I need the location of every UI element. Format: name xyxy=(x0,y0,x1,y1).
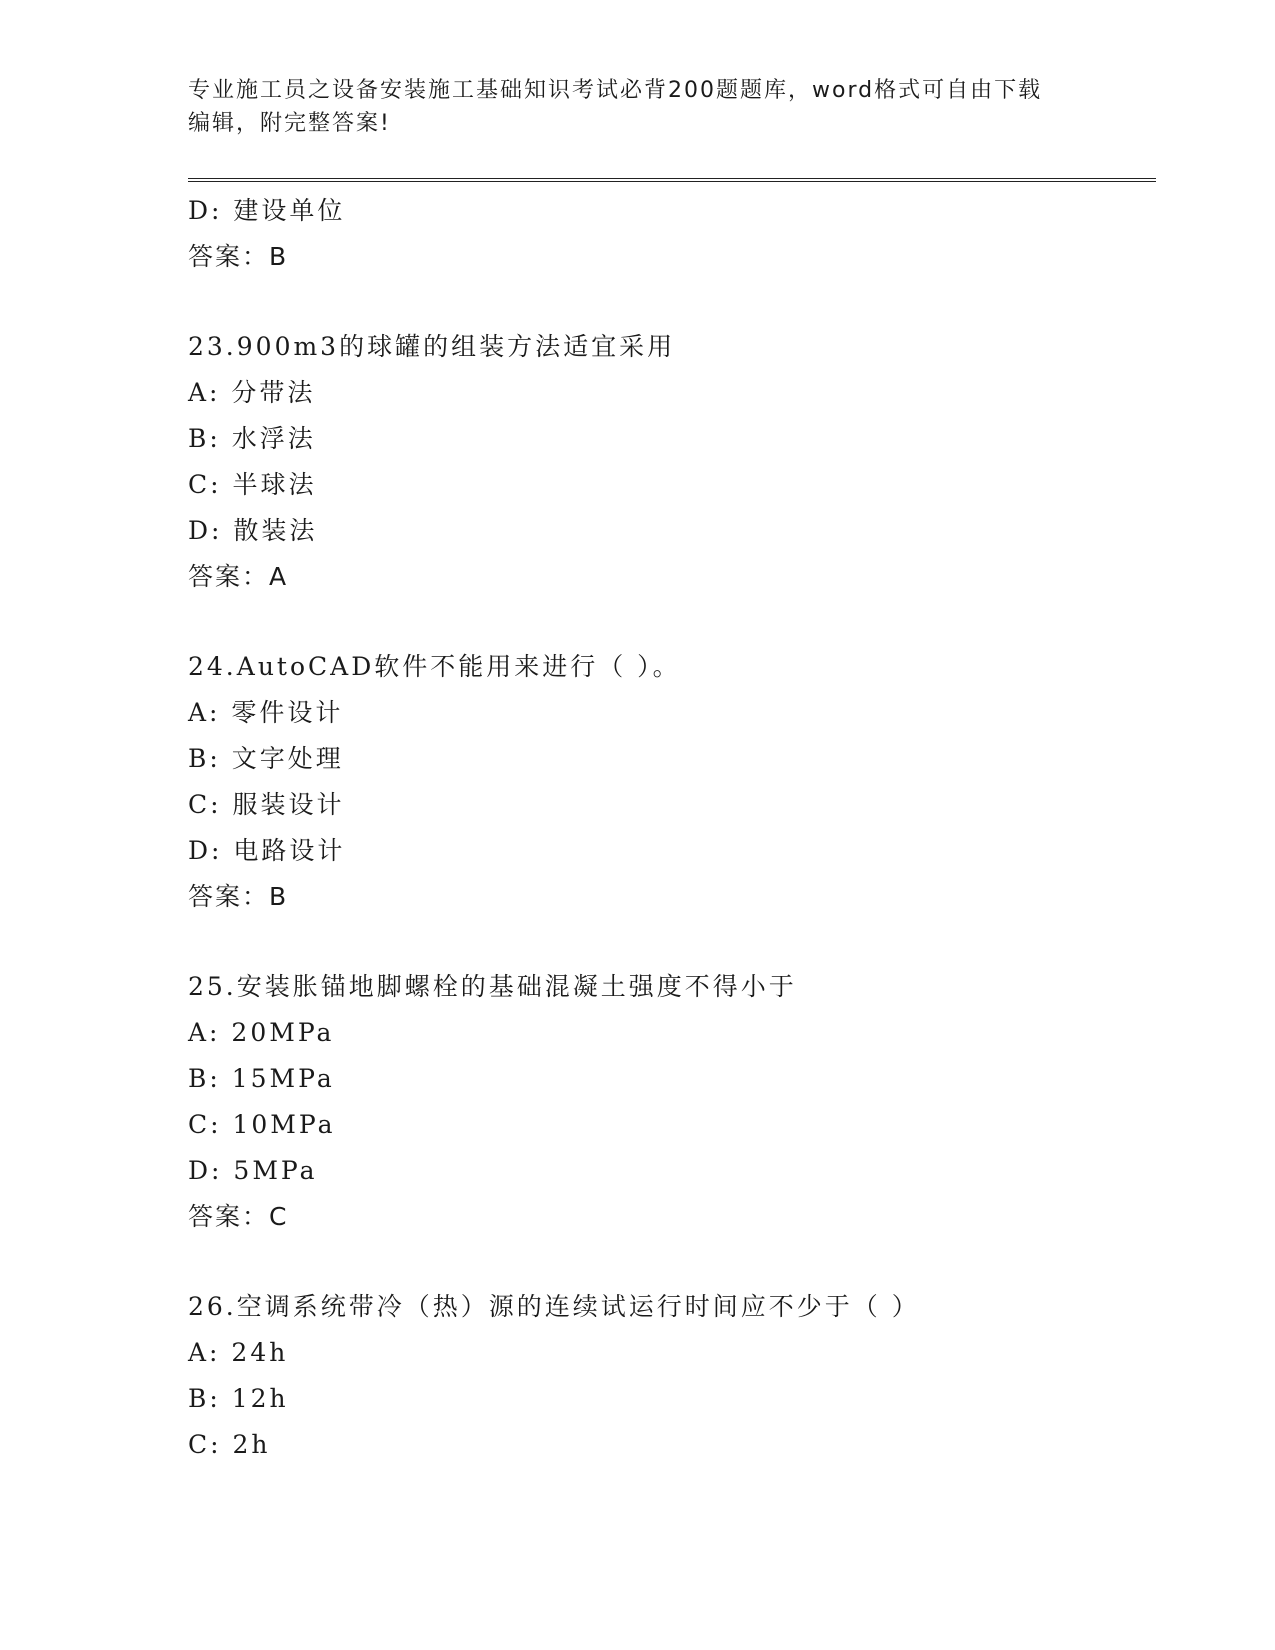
q22-option-d: D: 建设单位 xyxy=(188,196,346,225)
q24-stem: 24.AutoCAD软件不能用来进行（ ）。 xyxy=(188,652,681,681)
document-header xyxy=(188,74,1088,140)
q22-answer: 答案：B xyxy=(188,242,289,271)
q26-option-b: B: 12h xyxy=(188,1384,289,1413)
question-gap xyxy=(188,920,1156,964)
q23-answer: 答案：A xyxy=(188,562,289,591)
question-gap xyxy=(188,1240,1156,1284)
q23-option-d: D: 散装法 xyxy=(188,516,318,545)
q23-option-c: C: 半球法 xyxy=(188,470,317,499)
question-gap xyxy=(188,280,1156,324)
question-gap xyxy=(188,600,1156,644)
q25-option-c: C: 10MPa xyxy=(188,1110,336,1139)
header-title-line-2: 编辑，附完整答案! xyxy=(188,111,391,136)
q23-stem: 23.900m3的球罐的组装方法适宜采用 xyxy=(188,332,676,361)
q25-option-a: A: 20MPa xyxy=(188,1018,335,1047)
q25-option-b: B: 15MPa xyxy=(188,1064,335,1093)
q26-option-c: C: 2h xyxy=(188,1430,271,1459)
q24-answer: 答案：B xyxy=(188,882,289,911)
q25-option-d: D: 5MPa xyxy=(188,1156,318,1185)
q24-option-a: A: 零件设计 xyxy=(188,698,344,727)
q24-option-d: D: 电路设计 xyxy=(188,836,346,865)
q24-option-b: B: 文字处理 xyxy=(188,744,344,773)
question-list xyxy=(188,188,1156,1468)
q26-stem: 26.空调系统带冷（热）源的连续试运行时间应不少于（ ） xyxy=(188,1292,920,1321)
q24-option-c: C: 服装设计 xyxy=(188,790,345,819)
q23-option-a: A: 分带法 xyxy=(188,378,316,407)
q25-stem: 25.安装胀锚地脚螺栓的基础混凝土强度不得小于 xyxy=(188,972,797,1001)
header-divider xyxy=(188,178,1156,182)
q25-answer: 答案：C xyxy=(188,1202,289,1231)
q26-option-a: A: 24h xyxy=(188,1338,289,1367)
header-title-line-1: 专业施工员之设备安装施工基础知识考试必背200题题库，word格式可自由下载 xyxy=(188,78,1043,103)
q23-option-b: B: 水浮法 xyxy=(188,424,316,453)
